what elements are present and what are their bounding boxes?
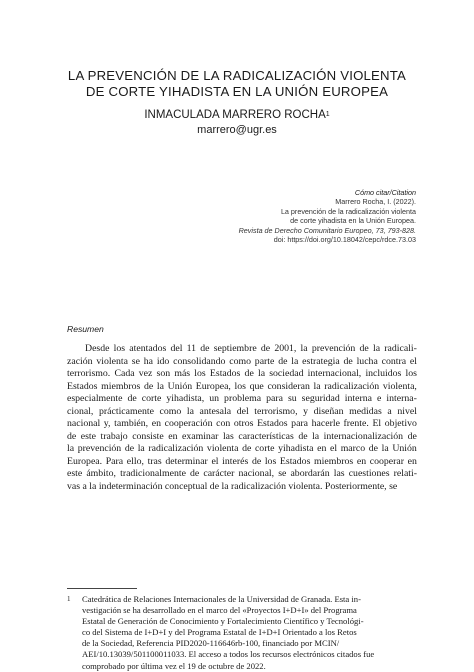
abstract-word: ello, bbox=[126, 455, 144, 467]
abstract-word: con bbox=[216, 418, 231, 430]
abstract-word: las bbox=[333, 468, 345, 480]
abstract-word: a bbox=[387, 405, 392, 417]
abstract-word: miembros bbox=[314, 455, 354, 467]
abstract-word: son bbox=[156, 368, 171, 380]
abstract-word: y, bbox=[103, 418, 111, 430]
citation-line: de corte yihadista en la Unión Europea. bbox=[290, 216, 416, 226]
abstract-word: Europea, bbox=[195, 380, 231, 392]
abstract-word: relati- bbox=[393, 468, 417, 480]
abstract-word: en bbox=[168, 430, 178, 442]
abstract-word: en bbox=[407, 455, 417, 467]
abstract-word: sociedad bbox=[269, 368, 304, 380]
abstract-word: como bbox=[159, 405, 182, 417]
footnote-line: vestigación se ha desarrollado en el marco del «Proyectos I+D+I» del Programa bbox=[82, 605, 357, 616]
abstract-word: la bbox=[186, 405, 194, 417]
abstract-word: Cada bbox=[114, 368, 135, 380]
abstract-word: ámbito, bbox=[86, 468, 116, 480]
abstract-word: antesala bbox=[199, 405, 232, 417]
abstract-word: de bbox=[67, 430, 77, 442]
abstract-line bbox=[67, 368, 417, 381]
abstract-word: atentados bbox=[129, 343, 167, 354]
abstract-word: nivel bbox=[397, 405, 417, 417]
abstract-word: tras bbox=[147, 455, 162, 467]
abstract-line bbox=[67, 356, 417, 369]
abstract-word: este bbox=[67, 468, 83, 480]
abstract-word: terrorismo. bbox=[67, 368, 111, 380]
citation-doi-link[interactable]: doi: https://doi.org/10.18042/cepc/rdce.73.03 bbox=[273, 235, 416, 245]
author-footnote-mark: 1 bbox=[325, 111, 330, 118]
abstract-line bbox=[67, 418, 417, 431]
abstract-line bbox=[67, 443, 417, 456]
abstract-word: internacionalización bbox=[323, 430, 404, 442]
abstract-word: cional, bbox=[67, 405, 94, 417]
abstract-word: interna- bbox=[386, 393, 417, 405]
abstract-word: contra bbox=[381, 355, 407, 367]
abstract-word: abordarán bbox=[290, 468, 330, 480]
abstract-word: el bbox=[330, 443, 338, 455]
abstract-word: nacional, bbox=[238, 468, 275, 480]
abstract-word: Estados bbox=[67, 380, 98, 392]
abstract-word: corte bbox=[141, 393, 162, 405]
abstract-word: que bbox=[249, 380, 264, 392]
abstract-word: lucha bbox=[356, 355, 378, 367]
abstract-line bbox=[67, 393, 417, 406]
abstract-word: se bbox=[131, 355, 140, 367]
abstract-line bbox=[67, 431, 417, 444]
abstract-word: en bbox=[151, 418, 161, 430]
abstract-word: la bbox=[300, 343, 308, 354]
abstract-word: Desde bbox=[85, 343, 110, 354]
author-name: INMACULADA MARRERO ROCHA bbox=[144, 109, 326, 121]
article-title bbox=[40, 68, 434, 100]
abstract-word: los bbox=[264, 455, 277, 467]
abstract-word: violenta, bbox=[382, 380, 417, 392]
footnote-divider bbox=[67, 588, 137, 589]
abstract-word: tradicionalmente bbox=[120, 468, 186, 480]
abstract-word: la bbox=[381, 443, 389, 455]
abstract-word: de bbox=[242, 443, 252, 455]
abstract-word: trabajo bbox=[100, 430, 128, 442]
abstract-word: cuestiones bbox=[348, 468, 390, 480]
citation-line: Revista de Derecho Comunitario Europeo, 73, 793-828. bbox=[238, 225, 416, 235]
abstract-word: del bbox=[170, 343, 183, 354]
abstract-word: características bbox=[238, 430, 294, 442]
footnote-number: 1 bbox=[67, 595, 71, 603]
abstract-line: vas a la indeterminación conceptual de la radicalización violenta. Posteriormente, se bbox=[67, 481, 398, 493]
footnote-line: co del Sistema de I+D+I y del Programa Estatal de I+D+I Orientado a los Retos bbox=[82, 627, 357, 638]
abstract-word: de bbox=[200, 343, 210, 354]
abstract-word: para bbox=[266, 393, 283, 405]
abstract-word: el bbox=[211, 455, 219, 467]
footnote-line: Estatal de Generación de Conocimiento y Fortalecimiento Científico y Tecnológi- bbox=[82, 616, 364, 627]
abstract-word: los bbox=[234, 380, 246, 392]
abstract-body bbox=[67, 343, 417, 494]
abstract-word: su bbox=[287, 393, 297, 405]
abstract-word: determinar bbox=[165, 455, 208, 467]
abstract-word: prácticamente bbox=[98, 405, 154, 417]
abstract-word: cooperar bbox=[369, 455, 405, 467]
abstract-word: seguridad bbox=[301, 393, 340, 405]
footnote-text bbox=[82, 594, 417, 672]
abstract-word: la bbox=[291, 355, 299, 367]
abstract-word: corte bbox=[254, 443, 275, 455]
abstract-word: terrorismo, bbox=[254, 405, 298, 417]
abstract-word: consiste bbox=[132, 430, 164, 442]
author-email: marrero@ugr.es bbox=[197, 124, 277, 136]
abstract-word: para bbox=[291, 418, 309, 430]
abstract-word: Estados bbox=[279, 455, 311, 467]
abstract-word: de bbox=[190, 468, 200, 480]
abstract-word: la bbox=[257, 368, 266, 380]
abstract-word: nacional bbox=[67, 418, 101, 430]
footnote bbox=[67, 594, 417, 672]
abstract-word: interna bbox=[344, 393, 372, 405]
abstract-word: zación bbox=[67, 355, 93, 367]
abstract-word: la bbox=[312, 430, 320, 442]
abstract-word: de bbox=[251, 455, 262, 467]
abstract-word: prevención bbox=[311, 343, 356, 354]
abstract-word: radicali- bbox=[384, 343, 417, 354]
abstract-word: medidas bbox=[349, 405, 382, 417]
abstract-word: Estados bbox=[209, 368, 241, 380]
abstract-word: de bbox=[359, 343, 369, 354]
abstract-heading: Resumen bbox=[67, 324, 104, 334]
abstract-word: como bbox=[229, 355, 251, 367]
citation-line: Marrero Rocha, I. (2022). bbox=[335, 197, 416, 207]
abstract-word: de bbox=[368, 443, 379, 455]
abstract-line bbox=[67, 468, 417, 481]
footnote-line: Catedrática de Relaciones Internacionales de la Universidad de Granada. Esta in- bbox=[82, 594, 361, 604]
abstract-word: septiembre bbox=[213, 343, 257, 354]
abstract-word: diseñan bbox=[313, 405, 344, 417]
abstract-word: del bbox=[236, 405, 249, 417]
abstract-word: de bbox=[407, 430, 417, 442]
abstract-word: el bbox=[409, 355, 417, 367]
abstract-word: prevención bbox=[77, 443, 122, 455]
abstract-word: de bbox=[278, 355, 288, 367]
abstract-word: radicalización bbox=[148, 443, 204, 455]
abstract-word: la bbox=[67, 443, 75, 455]
abstract-word: especialmente bbox=[67, 393, 123, 405]
abstract-word: 11 bbox=[186, 343, 197, 354]
abstract-word: se bbox=[278, 468, 287, 480]
abstract-word: consideran bbox=[267, 380, 310, 392]
abstract-word: frente. bbox=[343, 418, 369, 430]
abstract-word: otros bbox=[233, 418, 254, 430]
abstract-word: ido bbox=[156, 355, 170, 367]
abstract-word: los bbox=[113, 343, 126, 354]
abstract-word: examinar bbox=[182, 430, 219, 442]
abstract-word: vez bbox=[138, 368, 153, 380]
footnote-line: de la Sociedad, Referencia PID2020-116646rb-100, financiado por MCIN/ bbox=[82, 638, 340, 649]
abstract-word: Unión bbox=[392, 443, 417, 455]
abstract-word: yihadista bbox=[278, 443, 314, 455]
abstract-word: de bbox=[143, 380, 154, 392]
abstract-word: cooperación bbox=[164, 418, 213, 430]
abstract-word: de bbox=[244, 368, 254, 380]
abstract-word: miembros bbox=[101, 380, 141, 392]
abstract-word: hacerle bbox=[311, 418, 340, 430]
abstract-word: la bbox=[156, 380, 164, 392]
abstract-word: ha bbox=[143, 355, 153, 367]
citation-block bbox=[176, 188, 416, 244]
abstract-word: las bbox=[222, 430, 234, 442]
footnote-line: AEI/10.13039/501100011033. El acceso a todos los recursos electrónicos citados fue bbox=[82, 649, 375, 660]
abstract-word: e bbox=[377, 393, 382, 405]
abstract-word: más bbox=[174, 368, 191, 380]
abstract-word: consolidando bbox=[173, 355, 226, 367]
abstract-word: Europea. bbox=[67, 455, 103, 467]
abstract-line bbox=[67, 406, 417, 419]
abstract-word: yihadista, bbox=[166, 393, 205, 405]
abstract-word: marco bbox=[340, 443, 366, 455]
abstract-word: de bbox=[298, 430, 308, 442]
abstract-word: interés bbox=[222, 455, 249, 467]
abstract-word: Para bbox=[105, 455, 124, 467]
title-line-1: LA PREVENCIÓN DE LA RADICALIZACIÓN VIOLENTA bbox=[67, 68, 407, 83]
abstract-word: 2001, bbox=[274, 343, 297, 354]
footnote-line: comprobado por última vez el 19 de octubre de 2022. bbox=[82, 660, 266, 671]
abstract-line bbox=[67, 381, 417, 394]
abstract-word: parte bbox=[254, 355, 275, 367]
abstract-line bbox=[67, 343, 417, 356]
abstract-word: violenta bbox=[206, 443, 239, 455]
abstract-word: de bbox=[127, 393, 137, 405]
abstract-word: los bbox=[405, 368, 417, 380]
abstract-word: y bbox=[303, 405, 309, 417]
abstract-word: de bbox=[343, 355, 353, 367]
abstract-word: El bbox=[372, 418, 382, 430]
abstract-word: estrategia bbox=[302, 355, 340, 367]
abstract-line bbox=[67, 456, 417, 469]
abstract-word: de bbox=[260, 343, 271, 354]
abstract-word: radicalización bbox=[324, 380, 380, 392]
abstract-word: este bbox=[80, 430, 96, 442]
abstract-word: un bbox=[209, 393, 220, 405]
abstract-word: en bbox=[317, 443, 327, 455]
abstract-word: Unión bbox=[167, 380, 193, 392]
abstract-word: la bbox=[372, 343, 381, 354]
abstract-word: internacional, bbox=[307, 368, 362, 380]
abstract-word: también, bbox=[114, 418, 149, 430]
abstract-word: de bbox=[124, 443, 135, 455]
abstract-word: problema bbox=[224, 393, 262, 405]
abstract-word: la bbox=[313, 380, 321, 392]
title-line-2: DE CORTE YIHADISTA EN LA UNIÓN EUROPEA bbox=[85, 84, 389, 99]
abstract-word: Estados bbox=[257, 418, 288, 430]
abstract-word: objetivo bbox=[384, 418, 417, 430]
abstract-word: carácter bbox=[203, 468, 235, 480]
abstract-word: en bbox=[356, 455, 367, 467]
abstract-word: la bbox=[137, 443, 145, 455]
citation-line: La prevención de la radicalización violenta bbox=[280, 206, 416, 216]
abstract-word: violenta bbox=[96, 355, 128, 367]
abstract-word: los bbox=[194, 368, 206, 380]
author-name-block bbox=[40, 108, 434, 123]
abstract-word: incluidos bbox=[365, 368, 402, 380]
citation-heading: Cómo citar/Citation bbox=[354, 188, 416, 197]
